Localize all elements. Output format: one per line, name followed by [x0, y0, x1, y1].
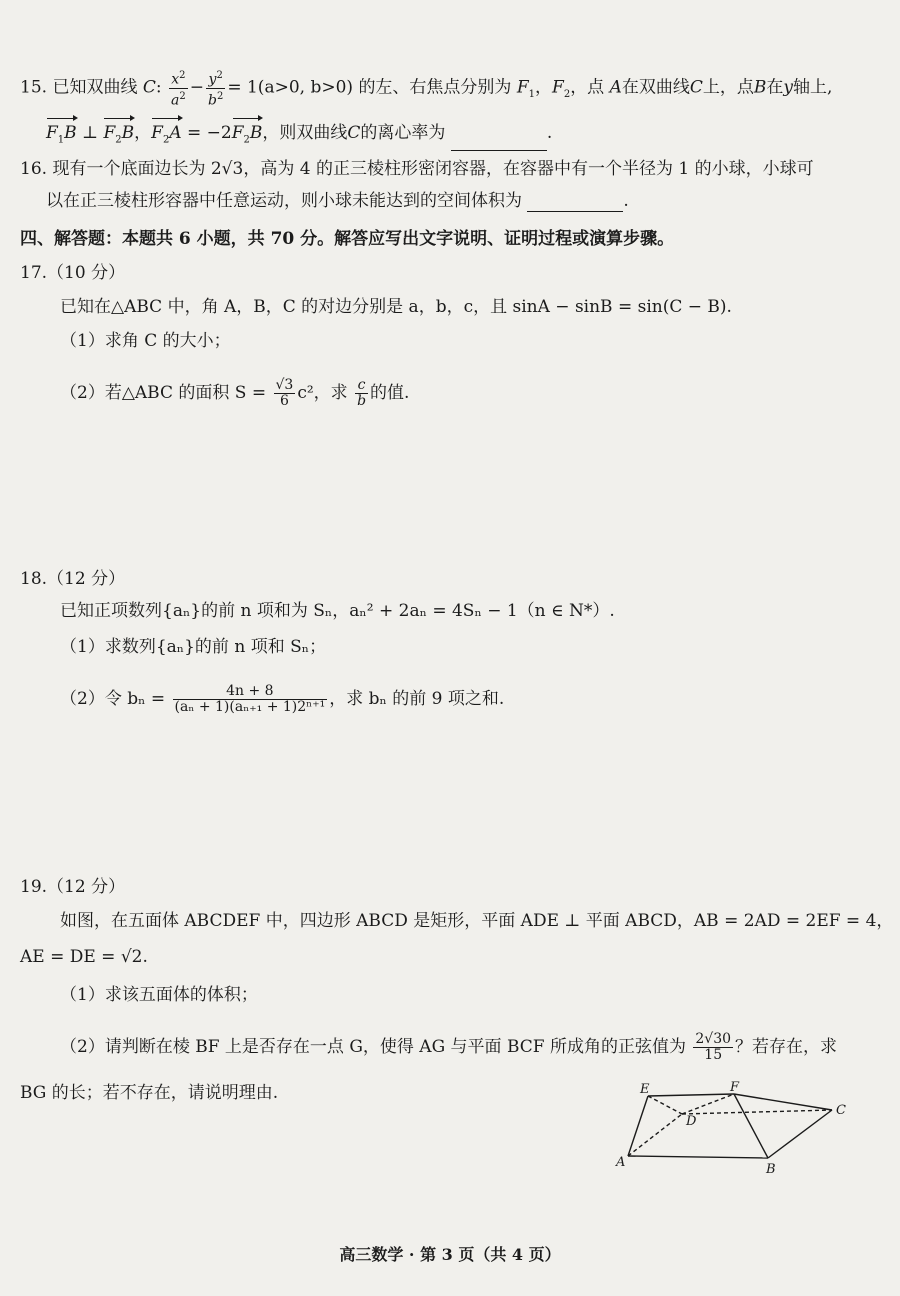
label-e: E	[640, 1082, 650, 1097]
edge-ae	[628, 1096, 648, 1156]
edge-df	[682, 1094, 734, 1114]
page-footer: 高三数学 · 第 3 页（共 4 页）	[339, 1245, 561, 1264]
edge-ad	[628, 1114, 682, 1156]
edge-bc	[768, 1110, 832, 1158]
q19-line1: 如图，在五面体 ABCDEF 中，四边形 ABCD 是矩形，平面 ADE ⊥ 平面 ABCD，AB = 2AD = 2EF = 4，	[60, 911, 894, 931]
q18-part1: （1）求数列{aₙ}的前 n 项和 Sₙ；	[60, 637, 327, 657]
q18-stem: 已知正项数列{aₙ}的前 n 项和为 Sₙ，aₙ² + 2aₙ = 4Sₙ − 1（n ∈ N*）.	[60, 601, 615, 621]
edge-fb	[734, 1094, 768, 1158]
q17-stem: 已知在△ABC 中，角 A，B，C 的对边分别是 a，b，c，且 sinA − sinB = sin(C − B).	[60, 297, 732, 317]
q18-head: 18.（12 分）	[20, 569, 126, 589]
edge-ef	[648, 1094, 734, 1096]
edge-ab	[628, 1156, 768, 1158]
label-a: A	[616, 1155, 626, 1170]
q16-line1: 16. 现有一个底面边长为 2√3，高为 4 的正三棱柱形密闭容器，在容器中有一个半径为 1 的小球，小球可	[20, 159, 814, 179]
q17-part2: （2）若△ABC 的面积 S = $\frac{√3}{6}$ c²，求 $\frac{c}{b}$ 的值.	[60, 377, 410, 409]
q17-part1: （1）求角 C 的大小；	[60, 331, 231, 351]
label-c: C	[836, 1103, 846, 1118]
label-b: B	[766, 1162, 776, 1177]
edge-dc	[682, 1110, 832, 1114]
q16-answer-blank[interactable]	[527, 195, 623, 212]
label-d: D	[686, 1114, 697, 1129]
label-f: F	[730, 1080, 740, 1095]
q15-line1: 15. 已知双曲线 C: $\frac{x^2}{a^2}$ − $\frac{y^2}{b^2}$ = 1(a>0, b>0) 的左、右焦点分别为 $F_1$，$F_2$，点 A在双曲线C上，点B在y轴上,	[20, 70, 833, 109]
q15-frac-x: $\frac{x^2}{a^2}$	[171, 70, 186, 109]
section-4-title: 四、解答题：本题共 6 小题，共 70 分。解答应写出文字说明、证明过程或演算步骤。	[20, 229, 675, 249]
q19-part2: （2）请判断在棱 BF 上是否存在一点 G，使得 AG 与平面 BCF 所成角的正弦值为 $\frac{2√30}{15}$ ？若存在，求	[60, 1031, 838, 1063]
q19-line2: AE = DE = √2.	[20, 947, 148, 967]
q19-part1: （1）求该五面体的体积；	[60, 985, 258, 1005]
pentahedron-figure	[612, 1080, 852, 1180]
q19-part2-cont: BG 的长；若不存在，请说明理由.	[20, 1083, 279, 1103]
edge-ed	[648, 1096, 682, 1114]
edge-fc	[734, 1094, 832, 1110]
q19-head: 19.（12 分）	[20, 877, 126, 897]
q17-head: 17.（10 分）	[20, 263, 126, 283]
q18-part2: （2）令 bₙ = $\frac{4n + 8}{\text{(aₙ + 1)(aₙ₊₁ + 1)2ⁿ⁺¹}}$ ，求 bₙ 的前 9 项之和.	[60, 683, 505, 715]
q16-line2: 以在正三棱柱形容器中任意运动，则小球未能达到的空间体积为 .	[46, 191, 629, 211]
q15-line2: $F_1B$ ⊥ $F_2B$，$F_2A = -2F_2B$，则双曲线C的离心率为 .	[46, 116, 552, 151]
q15-answer-blank[interactable]	[451, 134, 547, 151]
q15-frac-y: $\frac{y^2}{b^2}$	[208, 70, 224, 109]
